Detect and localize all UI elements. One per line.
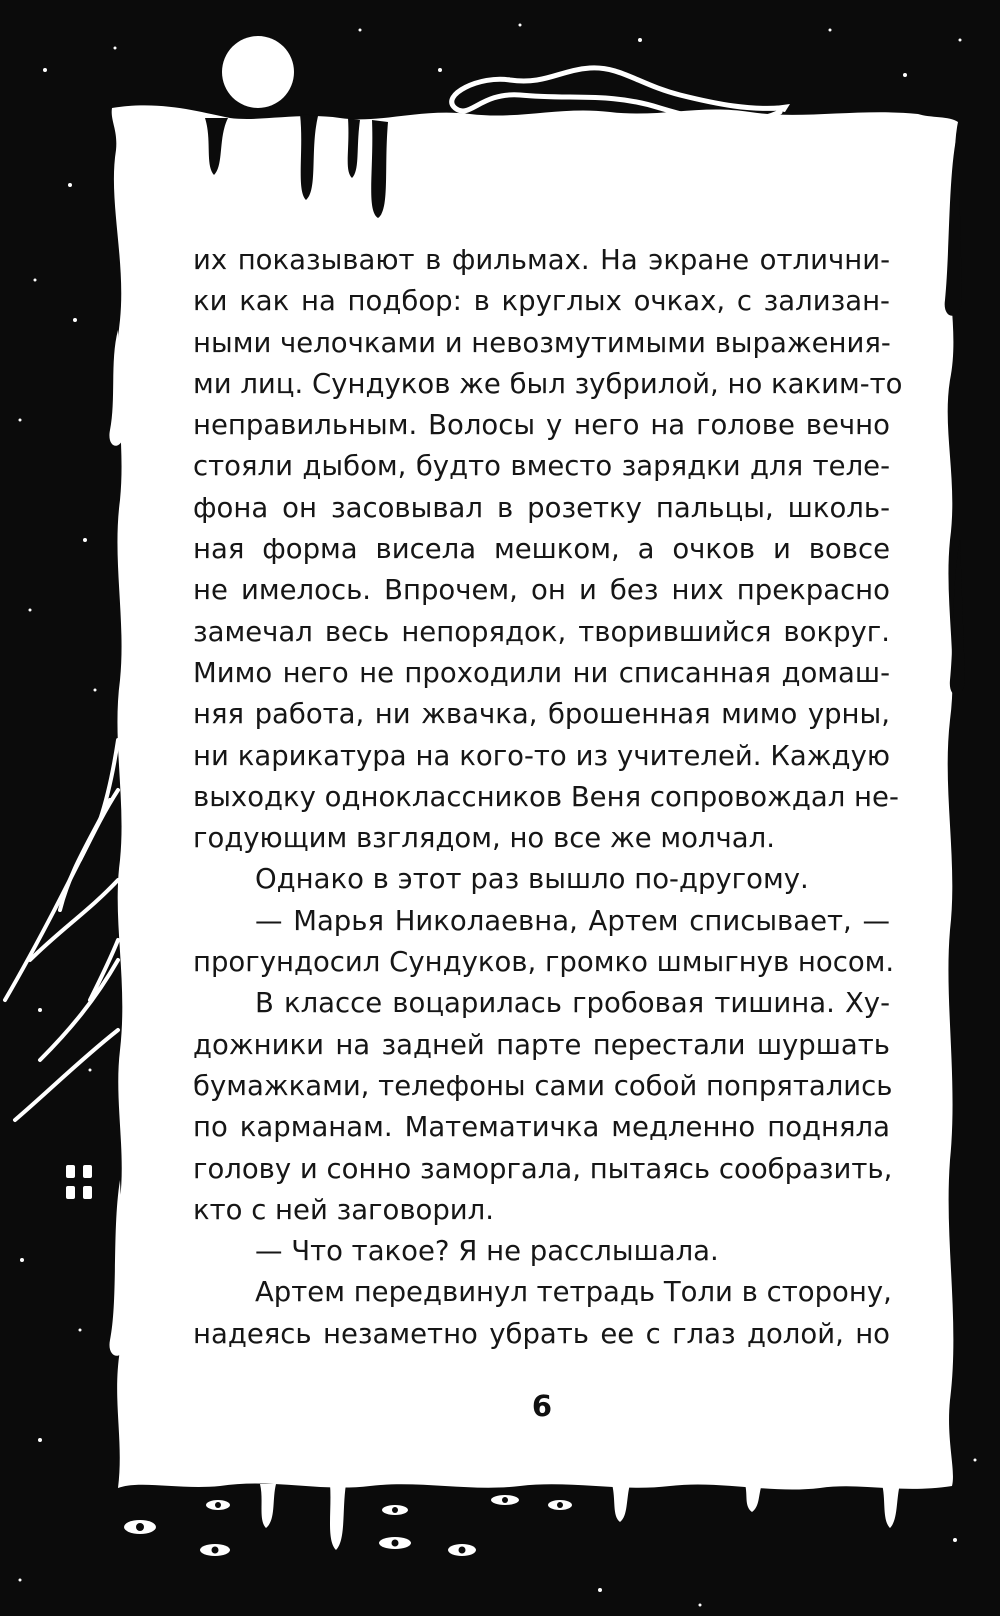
text-line: кто с ней заговорил.	[193, 1193, 494, 1226]
text-line: неправильным. Волосы у него на голове вечно	[193, 409, 890, 442]
text-line: ми лиц. Сундуков же был зубрилой, но каким-то	[193, 367, 903, 400]
text-line: няя работа, ни жвачка, брошенная мимо урны,	[193, 698, 890, 731]
text-line: голову и сонно заморгала, пытаясь сообразить,	[193, 1152, 893, 1185]
moon-icon	[222, 36, 294, 108]
text-line: их показывают в фильмах. На экране отлични-	[193, 244, 890, 276]
text-line: В классе воцарилась гробовая тишина. Ху-	[255, 987, 890, 1020]
text-line: ни карикатура на кого-то из учителей. Каждую	[193, 739, 890, 772]
text-line: бумажками, телефоны сами собой попрятались	[193, 1069, 893, 1102]
book-page-text	[193, 240, 903, 1355]
text-line: Однако в этот раз вышло по-другому.	[255, 863, 809, 896]
text-line: замечал весь непорядок, творившийся вокруг.	[193, 615, 890, 648]
text-line: надеясь незаметно убрать ее с глаз долой, но	[193, 1317, 890, 1350]
text-line: — Марья Николаевна, Артем списывает, —	[255, 904, 890, 937]
text-line: ная форма висела мешком, а очков и вовсе	[193, 533, 890, 566]
text-line: Мимо него не проходили ни списанная домаш-	[193, 656, 890, 689]
text-line: дожники на задней парте перестали шуршать	[193, 1028, 890, 1061]
page-number: 6	[531, 1389, 553, 1423]
text-line: не имелось. Впрочем, он и без них прекрасно	[193, 574, 890, 607]
text-line: — Что такое? Я не расслышала.	[255, 1235, 719, 1268]
text-line: по карманам. Математичка медленно подняла	[193, 1111, 890, 1144]
text-line: Артем передвинул тетрадь Толи в сторону,	[255, 1276, 892, 1309]
text-line: выходку одноклассников Веня сопровождал не-	[193, 780, 899, 813]
text-line: ными челочками и невозмутимыми выражения-	[193, 326, 891, 359]
text-line: прогундосил Сундуков, громко шмыгнув носом.	[193, 946, 895, 979]
text-line: стояли дыбом, будто вместо зарядки для теле-	[193, 450, 890, 483]
text-line: фона он засовывал в розетку пальцы, школь-	[193, 491, 890, 524]
text-line: годующим взглядом, но все же молчал.	[193, 822, 775, 855]
text-line: ки как на подбор: в круглых очках, с зализан-	[193, 285, 890, 318]
